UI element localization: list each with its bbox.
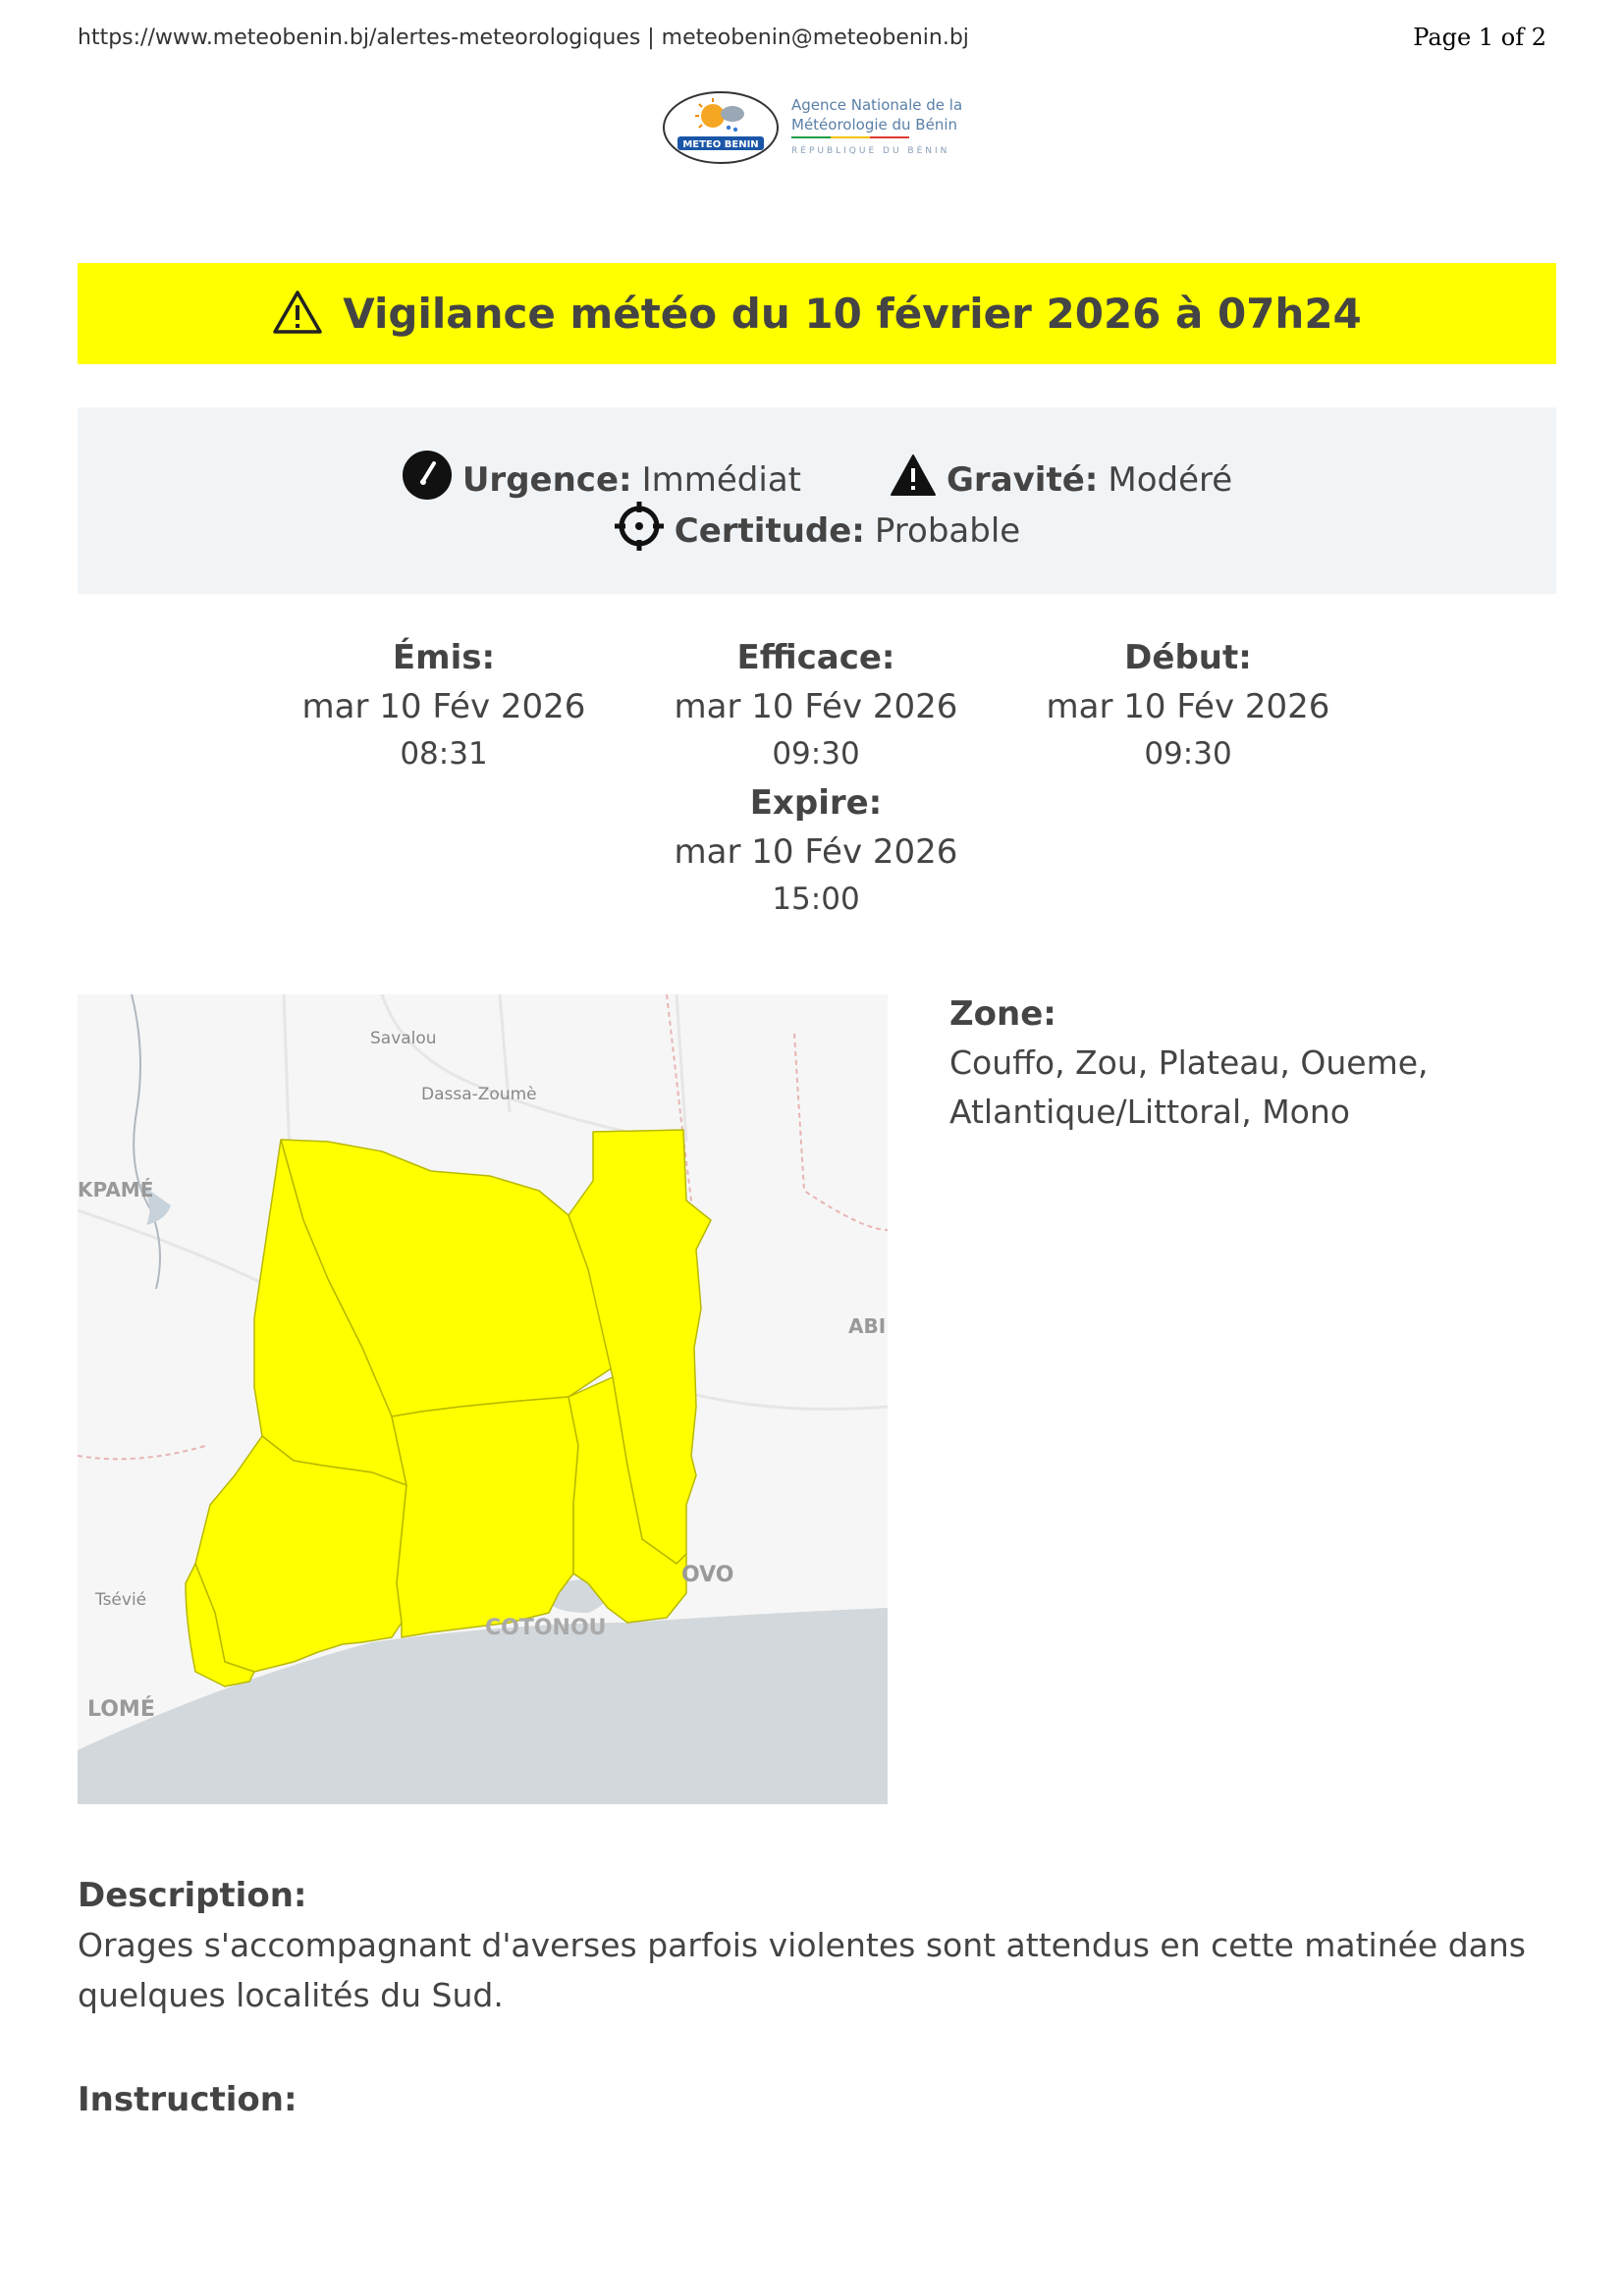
severity-box	[78, 407, 1556, 594]
zone-section	[949, 989, 1499, 1137]
map-label-lome: LOMÉ	[87, 1697, 155, 1722]
crosshair-icon	[614, 501, 665, 561]
header-url-line[interactable]: https://www.meteobenin.bj/alertes-meteorologiques | meteobenin@meteobenin.bj	[78, 26, 969, 50]
logo-line2: Météorologie du Bénin	[791, 116, 957, 133]
emis-date: mar 10 Fév 2026	[301, 687, 586, 726]
map-label-kpame: KPAMÉ	[78, 1178, 154, 1201]
efficace-date: mar 10 Fév 2026	[674, 687, 958, 726]
urgence-value: Immédiat	[641, 459, 802, 500]
emis-time: 08:31	[400, 736, 488, 772]
debut-date: mar 10 Fév 2026	[1046, 687, 1330, 726]
instruction-label: Instruction:	[78, 2080, 298, 2119]
certitude-label: Certitude:	[674, 510, 865, 551]
zone-line-2: Atlantique/Littoral, Mono	[949, 1093, 1350, 1131]
map-label-tsevie: Tsévié	[95, 1590, 147, 1610]
debut-block	[992, 633, 1384, 776]
alert-map[interactable]	[78, 994, 888, 1804]
debut-time: 09:30	[1144, 736, 1232, 772]
description-label: Description:	[78, 1876, 307, 1915]
map-label-savalou: Savalou	[370, 1029, 437, 1048]
logo-line1: Agence Nationale de la	[791, 96, 963, 114]
map-label-cotonou: COTONOU	[485, 1616, 607, 1640]
urgence-label: Urgence:	[461, 459, 632, 500]
expire-time: 15:00	[772, 881, 860, 917]
banner-title: Vigilance météo du 10 février 2026 à 07h24	[343, 290, 1362, 338]
logo-line3: RÉPUBLIQUE DU BÉNIN	[791, 146, 950, 156]
gravite-item	[890, 454, 1232, 506]
meteo-benin-logo	[660, 88, 974, 167]
expire-date: mar 10 Fév 2026	[674, 832, 958, 872]
gravite-label: Gravité:	[947, 459, 1099, 500]
vigilance-banner	[78, 263, 1556, 364]
expire-block	[620, 778, 1012, 922]
efficace-label: Efficace:	[736, 638, 895, 677]
page-number: Page 1 of 2	[1413, 24, 1546, 51]
meta-row-bottom	[78, 501, 1556, 561]
efficace-block	[620, 633, 1012, 776]
emis-label: Émis:	[392, 638, 496, 677]
certitude-item	[614, 501, 1020, 561]
certitude-value: Probable	[874, 510, 1021, 551]
map-label-dassa: Dassa-Zoumè	[421, 1085, 537, 1104]
exclamation-triangle-icon	[890, 454, 937, 506]
gravite-value: Modéré	[1108, 459, 1233, 500]
description-line-1: Orages s'accompagnant d'averses parfois violentes sont attendus en cette matinée dans	[78, 1926, 1526, 1964]
map-label-abi: ABI	[848, 1314, 887, 1338]
zone-line-1: Couffo, Zou, Plateau, Oueme,	[949, 1043, 1429, 1082]
expire-label: Expire:	[749, 783, 883, 823]
description-line-2: quelques localités du Sud.	[78, 1976, 504, 2014]
efficace-time: 09:30	[772, 736, 860, 772]
logo-badge-text: METEO BENIN	[682, 139, 759, 150]
emis-block	[247, 633, 640, 776]
zone-label: Zone:	[949, 994, 1056, 1034]
description-section	[78, 1871, 1570, 2020]
warning-triangle-icon	[272, 289, 323, 340]
map-label-ovo: OVO	[681, 1563, 734, 1587]
debut-label: Début:	[1124, 638, 1252, 677]
